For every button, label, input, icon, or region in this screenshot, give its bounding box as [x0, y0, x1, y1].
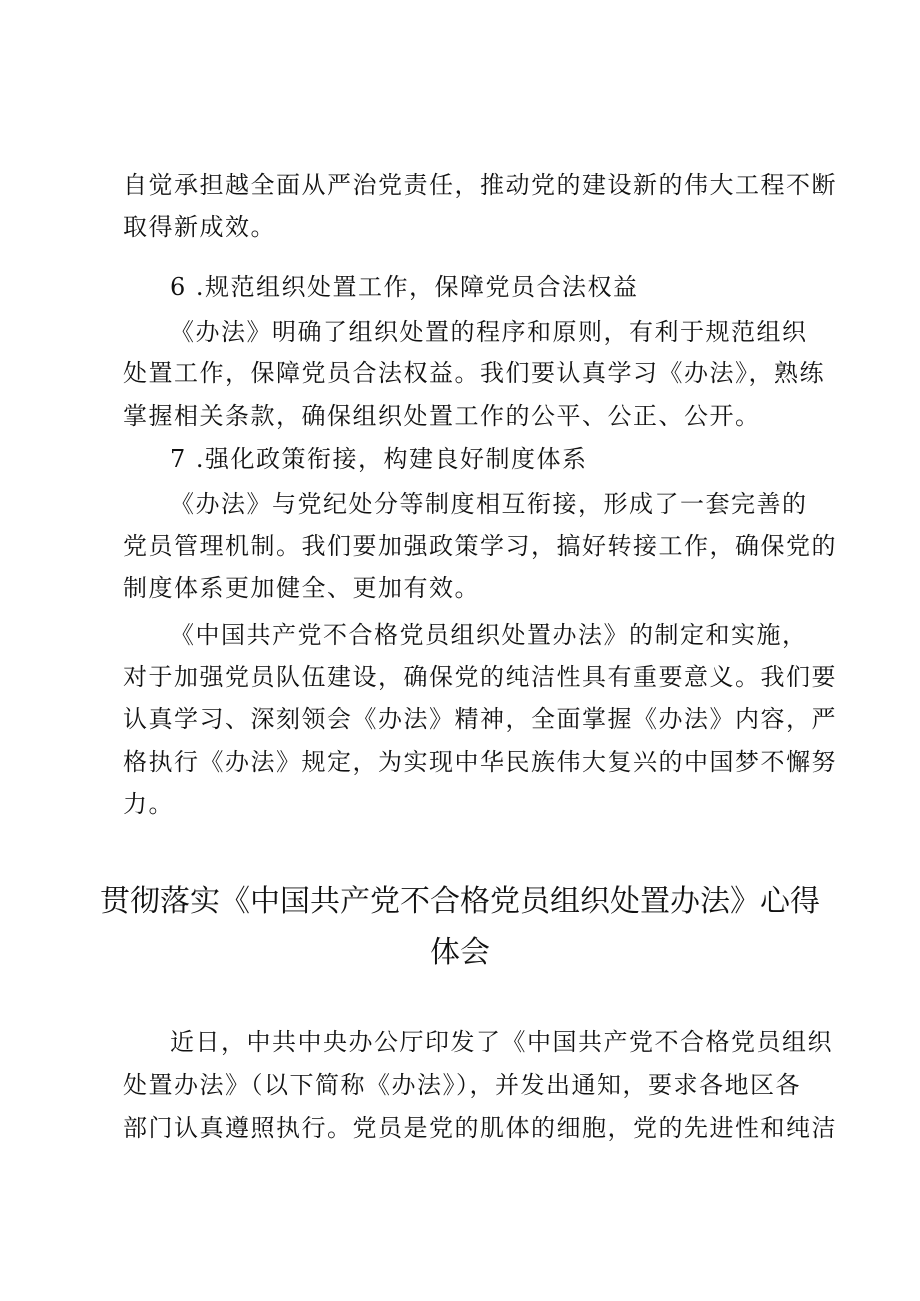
section-6-line-1: 《办法》明确了组织处置的程序和原则，有利于规范组织	[170, 318, 808, 346]
section-7-line-2: 党员管理机制。我们要加强政策学习，搞好转接工作，确保党的	[123, 532, 837, 560]
article-title-line-2: 体会	[430, 935, 490, 970]
article-intro-line-3: 部门认真遵照执行。党员是党的肌体的细胞，党的先进性和纯洁	[123, 1114, 837, 1142]
section-6-line-3: 掌握相关条款，确保组织处置工作的公平、公正、公开。	[123, 402, 761, 430]
conclusion-line-5: 力。	[123, 790, 174, 818]
section-7-line-1: 《办法》与党纪处分等制度相互衔接，形成了一套完善的	[170, 490, 808, 518]
conclusion-line-1: 《中国共产党不合格党员组织处置办法》的制定和实施，	[170, 621, 808, 649]
conclusion-line-2: 对于加强党员队伍建设，确保党的纯洁性具有重要意义。我们要	[123, 663, 837, 691]
article-intro-line-1: 近日，中共中央办公厅印发了《中国共产党不合格党员组织	[170, 1028, 833, 1056]
article-title-line-1: 贯彻落实《中国共产党不合格党员组织处置办法》心得	[100, 884, 820, 919]
section-7-line-3: 制度体系更加健全、更加有效。	[123, 574, 480, 602]
section-7-heading: 7 .强化政策衔接，构建良好制度体系	[170, 445, 588, 473]
conclusion-line-3: 认真学习、深刻领会《办法》精神，全面掌握《办法》内容，严	[123, 705, 837, 733]
intro-continuation-line-2: 取得新成效。	[123, 213, 276, 241]
intro-continuation-line-1: 自觉承担越全面从严治党责任，推动党的建设新的伟大工程不断	[123, 171, 837, 199]
conclusion-line-4: 格执行《办法》规定，为实现中华民族伟大复兴的中国梦不懈努	[123, 748, 837, 776]
article-intro-line-2: 处置办法》（以下简称《办法》），并发出通知，要求各地区各	[123, 1071, 801, 1099]
section-6-heading: 6 .规范组织处置工作，保障党员合法权益	[170, 273, 639, 301]
section-6-line-2: 处置工作，保障党员合法权益。我们要认真学习《办法》，熟练	[123, 359, 825, 387]
